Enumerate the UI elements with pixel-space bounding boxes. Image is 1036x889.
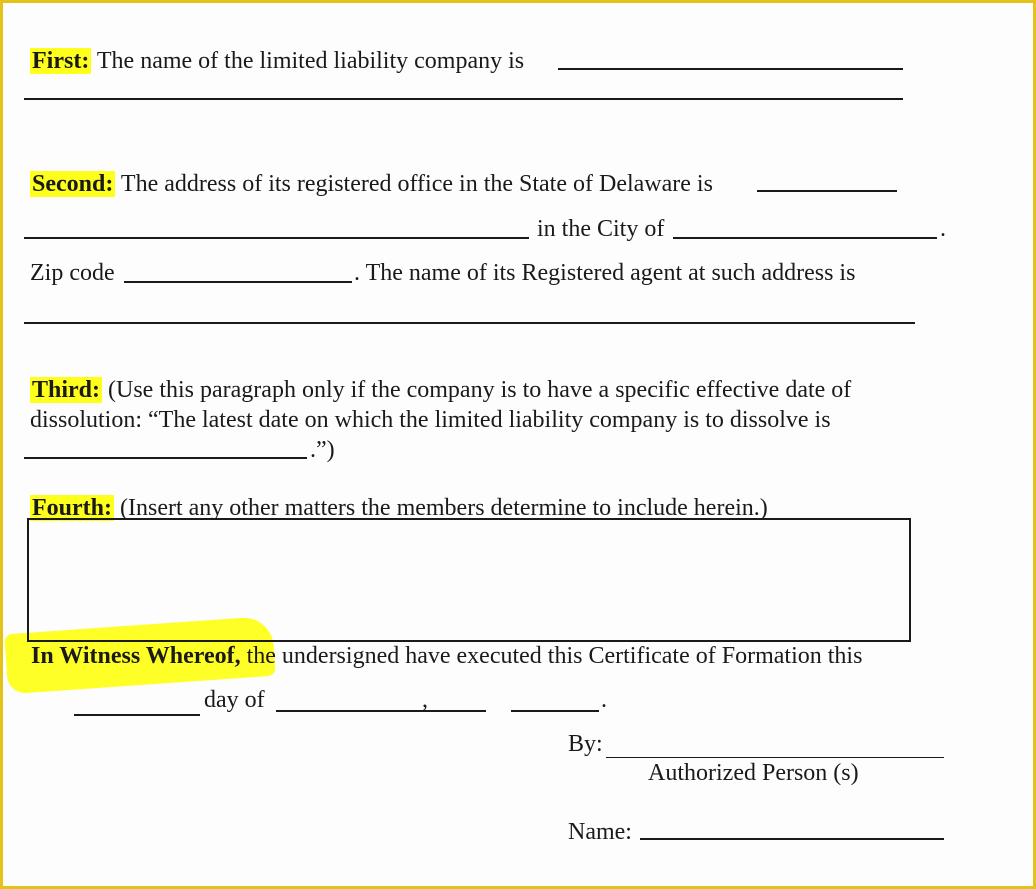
printed-name-field[interactable]: [640, 838, 944, 840]
witness-label: In Witness Whereof,: [31, 643, 241, 669]
signature-field[interactable]: [606, 757, 944, 758]
city-label: in the City of: [537, 216, 665, 242]
date-period: .: [601, 687, 607, 713]
zip-code-field[interactable]: [124, 281, 352, 283]
year-field[interactable]: [511, 710, 599, 712]
date-comma: ,: [422, 687, 428, 713]
month-field[interactable]: [276, 710, 486, 712]
fourth-label: Fourth:: [32, 495, 112, 521]
registered-office-address-field-continued[interactable]: [24, 237, 529, 239]
third-closing: .”): [310, 437, 335, 463]
witness-paragraph: [31, 642, 862, 670]
company-name-field[interactable]: [558, 68, 903, 70]
dissolution-date-field[interactable]: [24, 457, 307, 459]
city-field[interactable]: [673, 237, 937, 239]
registered-office-address-field[interactable]: [757, 190, 897, 192]
other-matters-box[interactable]: [27, 518, 911, 642]
witness-text: the undersigned have executed this Certificate of Formation this: [246, 643, 863, 669]
second-label: Second:: [32, 171, 114, 197]
city-period: .: [940, 216, 946, 242]
second-text: The address of its registered office in the State of Delaware is: [120, 171, 713, 197]
first-paragraph: [30, 47, 524, 75]
first-text: The name of the limited liability company is: [96, 48, 525, 74]
zip-code-label: Zip code: [30, 260, 115, 286]
third-line2: dissolution: “The latest date on which the limited liability company is to dissolve is: [30, 407, 831, 433]
third-label: Third:: [32, 377, 101, 403]
company-name-field-continued[interactable]: [24, 98, 903, 100]
name-label: Name:: [568, 819, 632, 845]
day-of-label: day of: [204, 687, 265, 713]
registered-agent-text: . The name of its Registered agent at such address is: [354, 260, 856, 286]
day-field[interactable]: [74, 714, 200, 716]
registered-agent-field[interactable]: [24, 322, 915, 324]
third-line1: (Use this paragraph only if the company is to have a specific effective date of: [108, 377, 852, 403]
by-label: By:: [568, 731, 603, 757]
authorized-person-label: Authorized Person (s): [648, 760, 859, 786]
second-paragraph: [30, 170, 713, 198]
fourth-text: (Insert any other matters the members determine to include herein.): [120, 495, 768, 521]
third-paragraph: [30, 376, 851, 404]
first-label: First:: [32, 48, 90, 74]
